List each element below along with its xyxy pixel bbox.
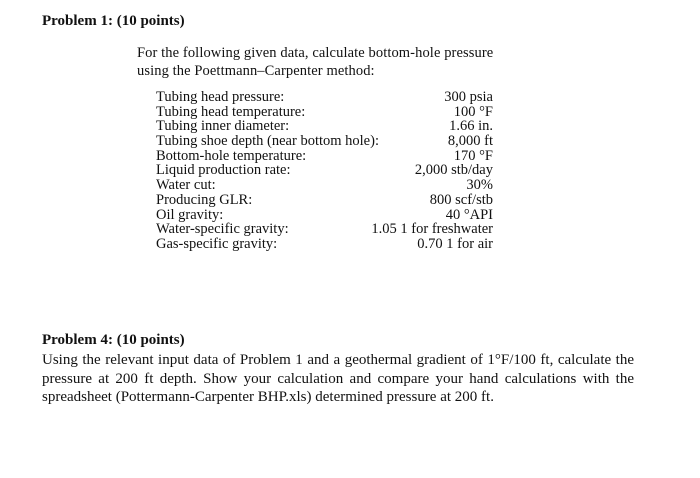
data-value: 2,000 stb/day xyxy=(414,162,493,179)
problem-4-heading: Problem 4: (10 points) xyxy=(42,332,185,348)
data-value: 100 °F xyxy=(453,103,493,120)
data-label: Gas-specific gravity: xyxy=(156,235,278,252)
data-value: 8,000 ft xyxy=(447,133,493,150)
data-label: Oil gravity: xyxy=(156,206,224,223)
data-row-liquid-production-rate xyxy=(156,163,493,178)
given-data-table xyxy=(156,90,493,252)
data-value: 300 psia xyxy=(444,89,493,105)
data-value: 800 scf/stb xyxy=(429,191,493,208)
data-row-water-cut xyxy=(156,178,493,193)
data-row-producing-glr xyxy=(156,193,493,208)
data-row-tubing-inner-diameter xyxy=(156,119,493,134)
problem-1-heading: Problem 1: (10 points) xyxy=(42,13,185,29)
problem-1-intro: For the following given data, calculate bottom-hole pressure using the Poettmann–Carpenter method: xyxy=(137,45,494,79)
data-label: Tubing head temperature: xyxy=(156,103,306,120)
data-value: 30% xyxy=(466,177,493,194)
data-value: 40 °API xyxy=(445,206,493,223)
data-value: 1.66 in. xyxy=(449,118,493,135)
data-label: Tubing head pressure: xyxy=(156,89,285,105)
data-row-tubing-shoe-depth xyxy=(156,134,493,149)
data-row-oil-gravity xyxy=(156,208,493,223)
data-label: Liquid production rate: xyxy=(156,162,291,179)
data-label: Water cut: xyxy=(156,177,216,194)
problem-4-body: Using the relevant input data of Problem 1 and a geothermal gradient of 1°F/100 ft, calculate the pressure at 200 ft depth. Show your calculation and compare your hand calculations with the spreadsheet (Pottermann-Carpenter BHP.xls) determined pressure at 200 ft. xyxy=(42,352,634,405)
data-value: 1.05 1 for freshwater xyxy=(371,221,493,238)
data-value: 170 °F xyxy=(453,147,493,164)
data-label: Bottom-hole temperature: xyxy=(156,147,307,164)
data-row-tubing-head-pressure xyxy=(156,90,493,105)
data-row-gas-specific-gravity xyxy=(156,237,493,252)
data-label: Tubing shoe depth (near bottom hole): xyxy=(156,133,379,150)
data-label: Tubing inner diameter: xyxy=(156,118,290,135)
data-value: 0.70 1 for air xyxy=(417,235,493,252)
data-label: Producing GLR: xyxy=(156,191,253,208)
data-label: Water-specific gravity: xyxy=(156,221,289,238)
data-row-bottom-hole-temperature xyxy=(156,149,493,164)
data-row-water-specific-gravity xyxy=(156,222,493,237)
data-row-tubing-head-temperature xyxy=(156,105,493,120)
